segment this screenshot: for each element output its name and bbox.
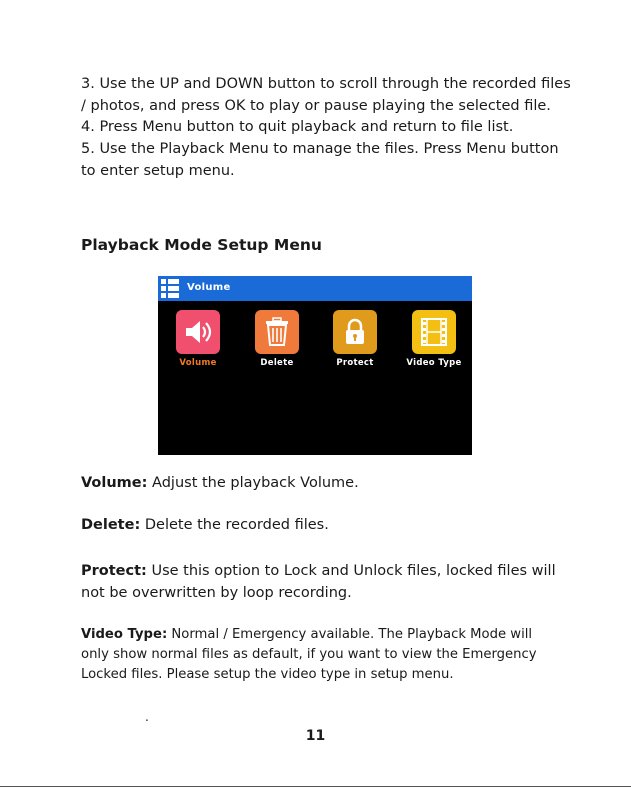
video-type-text: Normal / Emergency available. The Playback Mode will only show normal files as default, if you want to view the Emergency Locked files. Please setup the video type in setup menu.: [81, 627, 537, 682]
delete-label: Delete: [260, 358, 294, 368]
page-number: 11: [305, 728, 326, 744]
stray-mark: .: [145, 710, 149, 724]
protect-text: Use this option to Lock and Unlock files, locked files will not be overwritten by loop recording.: [81, 563, 556, 601]
lock-icon: [333, 310, 377, 354]
volume-text: Adjust the playback Volume.: [147, 475, 359, 491]
video-type-description: [81, 625, 551, 685]
protect-tile[interactable]: [333, 310, 377, 354]
step-4: 4. Press Menu button to quit playback and return to file list.: [81, 119, 514, 136]
video-type-label: Video Type: [406, 358, 462, 368]
menu-grid-icon: [161, 279, 179, 298]
volume-label: Volume: [179, 358, 217, 368]
delete-term: Delete:: [81, 517, 141, 533]
bottom-divider: [0, 786, 631, 787]
delete-description: [81, 514, 561, 536]
volume-tile[interactable]: [176, 310, 220, 354]
delete-text: Delete the recorded files.: [140, 517, 329, 533]
video-type-term: Video Type:: [81, 627, 168, 642]
device-screen-illustration: [158, 276, 472, 455]
step-3: 3. Use the UP and DOWN button to scroll through the recorded files / photos, and press OK to play or pause playing the selected file.: [81, 76, 571, 114]
protect-label: Protect: [336, 358, 374, 368]
instruction-steps: [81, 74, 571, 183]
volume-term: Volume:: [81, 475, 148, 491]
delete-tile[interactable]: [255, 310, 299, 354]
section-heading: Playback Mode Setup Menu: [81, 236, 322, 254]
video-type-tile[interactable]: [412, 310, 456, 354]
film-icon: [412, 310, 456, 354]
step-5: 5. Use the Playback Menu to manage the files. Press Menu button to enter setup menu.: [81, 141, 559, 179]
protect-description: [81, 560, 561, 604]
screen-title: Volume: [187, 282, 231, 293]
screen-title-bar: [158, 276, 472, 301]
trash-icon: [255, 310, 299, 354]
volume-description: [81, 472, 561, 494]
protect-term: Protect:: [81, 563, 147, 579]
speaker-icon: [176, 310, 220, 354]
